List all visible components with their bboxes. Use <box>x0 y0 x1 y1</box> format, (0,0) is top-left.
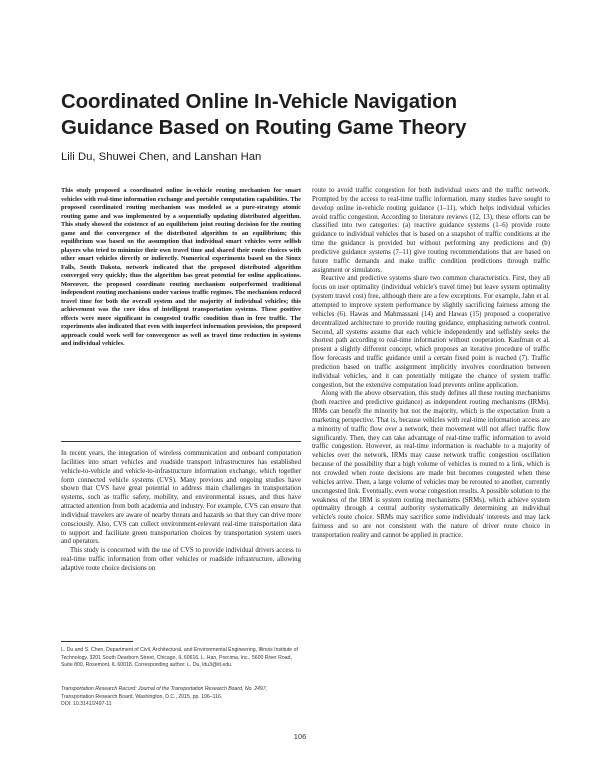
author-list: Lili Du, Shuwei Chen, and Lanshan Han <box>61 151 262 163</box>
paper-title <box>61 89 561 141</box>
introduction <box>61 450 301 574</box>
right-paragraph-1: route to avoid traffic congestion for both individual users and the traffic network. Prompted by the access to real-time traffic information, many studies have sought to develop online in-vehicle routing guidance (1–11), which helps individual vehicles avoid traffic congestion. According to literature reviews (12, 13), these efforts can be classified into two categories: (a) reactive guidance systems (1–6) provide route guidance to individual vehicles that is based on a snapshot of traffic conditions at the time the guidance is provided but without performing any predictions and (b) predictive guidance systems (7–11) give routing recommendations that are based on future traffic demands and make traffic condition predictions through traffic assignment or simulators. <box>312 187 550 274</box>
abstract: This study proposed a coordinated online in-vehicle routing mechanism for smart vehicles with real-time information exchange and portable computation capabilities. The proposed coordinated routing mechanism was modeled as a pure-strategy atomic routing game and was implemented by a sequentially updating distributed algorithm. This study showed the existence of an equilibrium joint routing decision for the routing game and the convergence of the distributed algorithm to an equilibrium; this equilibrium was based on the assumption that individual smart vehicles were selfish players who tried to minimize their own travel time and shared their route choices with other smart vehicles directly or indirectly. Numerical experiments based on the Sioux Falls, South Dakota, network indicated that the proposed distributed algorithm converged very quickly; thus the algorithm has great potential for online applications. Moreover, the proposed coordinate routing mechanism outperformed traditional independent routing mechanisms under various traffic regimes. The mechanism reduced travel time for both the overall system and the majority of individual vehicles; this achievement was the core idea of intelligent transportation systems. These positive effects were more significant in congested traffic condition than in free traffic. The experiments also indicated that even with imperfect information provision, the proposed approach could work well for convergence as well as travel time reduction in systems and individual vehicles. <box>61 187 301 348</box>
citation-details: Transportation Research Board, Washington, D.C., 2015, pp. 106–116. <box>61 693 223 700</box>
intro-paragraph-2: This study is concerned with the use of CVS to provide individual drivers access to real-time traffic information from other vehicles or roadside infrastructure, allowing adaptive route choice decisions on <box>61 547 301 572</box>
right-paragraph-3: Along with the above observation, this study defines all these routing mechanisms (both reactive and predictive guidance) as independent routing mechanisms (IRMs). IRMs can benefit the minority but not the majority, which is the expectation from a marketing perspective. That is, because vehicles with real-time information access are a minority of traffic flow over a network, their movement will not affect traffic flow significantly. Then, they can take advantage of real-time traffic information to avoid traffic congestion. However, as real-time information is reachable to a majority of vehicles over the network, IRMs may cause network traffic congestion oscillation because of the possibility that a high volume of vehicles is routed to a link, which is not crowded when route decisions are made but becomes congested when these vehicles arrive. Then, a large volume of vehicles may be rerouted to another, currently uncongested link. Eventually, even worse congestion results. A possible solution to the weakness of the IRM is system routing mechanisms (SRMs), which achieve system optimality through a central authority systematically determining an individual vehicle's route choice. SRMs may sacrifice some individuals' interests and may lack fairness and so are not consistent with the nature of driver route choice in transportation reality and cannot be applied in practice. <box>312 390 550 539</box>
footnote-divider <box>61 641 133 642</box>
doi: DOI: 10.3141/2497-11 <box>61 701 112 708</box>
title-line-1: Coordinated Online In-Vehicle Navigation <box>61 91 457 113</box>
right-paragraph-2: Reactive and predictive systems share two common characteristics. First, they all focus on user optimality (individual vehicle's travel time) but leave system optimality (system travel cost) free, although there are a few exceptions. For example, Jahn et al. attempted to improve system performance by slightly sacrificing fairness among the vehicles (6). Hawas and Mahmassani (14) and Hawas (15) proposed a cooperative decentralized architecture to provide routing guidance, emphasizing network control. Second, all systems assume that each vehicle independently and selfishly seeks the shortest path according to real-time information without cooperation. Kaufman et al. present a slightly different concept, which proposes an iterative procedure of traffic flow forecasts and traffic guidance until a certain fixed point is reached (7). Traffic prediction based on traffic assignment implicitly involves coordination between individual vehicles, and it can potentially mitigate the chance of system traffic congestion, but the extensive computation load prevents online application. <box>312 275 550 389</box>
journal-name: Transportation Research Record: Journal of the Transportation Research Board, No. 2497, <box>61 686 268 692</box>
journal-citation <box>61 686 301 709</box>
intro-paragraph-1: In recent years, the integration of wireless communication and onboard computation facilities into smart vehicles and roadside transport infrastructures has established vehicle-to-vehicle and vehicle-to-infrastructure information exchange, which together form connected vehicle systems (CVS). Many previous and ongoing studies have shown that CVS have great potential to address main challenges in transportation systems, such as traffic safety, mobility, and environmental issues, and thus have attracted attention from both academia and industry. For example, CVS can ensure that individual travelers are aware of nearby threats and hazards so that they can drive more consciously. Also, CVS can collect environment-relevant real-time transportation data to support and facilitate green transportation choices by transportation system users and operators. <box>61 450 301 546</box>
abstract-divider <box>61 441 301 442</box>
page-number: 106 <box>293 732 307 741</box>
title-line-2: Guidance Based on Routing Game Theory <box>61 117 467 139</box>
author-affiliations: L. Du and S. Chen, Department of Civil, Architectural, and Environmental Engineering, Illinois Institute of Technology, 3201 South Dearborn Street, Chicago, IL 60616. L. Han, Precima, Inc., 5600 River Road, Suite 800, Rosemont, IL 60018. Corresponding author: L. Du, ldu3@iit.edu. <box>61 647 298 669</box>
right-column <box>312 187 550 541</box>
